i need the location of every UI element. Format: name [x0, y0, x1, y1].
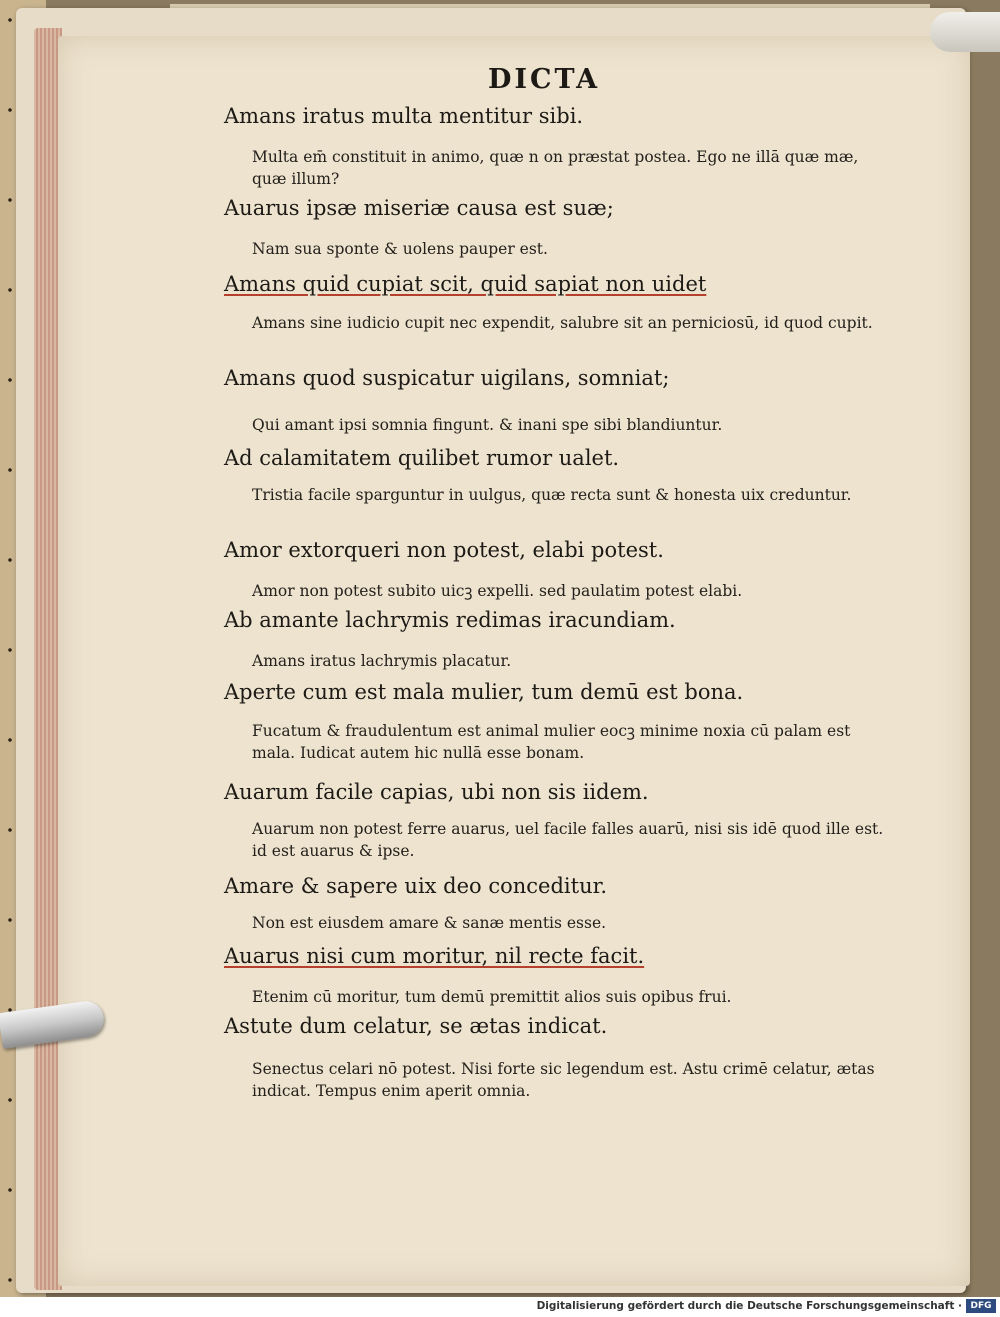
entry-body — [222, 1058, 890, 1102]
entry-body — [222, 650, 890, 672]
entry-body-text: Amans iratus lachrymis placatur. — [252, 652, 512, 670]
entry-body-text: Nam sua sponte & uolens pauper est. — [252, 240, 548, 258]
entry-title: Amans quod suspicatur uigilans, somniat; — [224, 366, 670, 390]
entry-body — [222, 912, 890, 934]
entry-title-underlined: Auarus nisi cum moritur, nil recte facit. — [224, 944, 645, 968]
entry-body-text: Etenim cū moritur, tum demū premittit alios suis opibus frui. — [252, 988, 732, 1006]
footer-banner — [0, 1297, 1000, 1317]
entry-body-text: Non est eiusdem amare & sanæ mentis esse. — [252, 914, 607, 932]
entry-title: Astute dum celatur, se ætas indicat. — [224, 1014, 608, 1038]
entry-title: Aperte cum est mala mulier, tum demū est bona. — [224, 680, 744, 704]
entry-title: Auarum facile capias, ubi non sis iidem. — [224, 780, 649, 804]
entry-body-text: Senectus celari nō potest. Nisi forte sic legendum est. Astu crimē celatur, ætas indicat. Tempus enim aperit omnia. — [252, 1060, 875, 1100]
clamp-icon — [930, 12, 1000, 52]
entry-body — [222, 720, 890, 764]
entry-body-text: Tristia facile sparguntur in uulgus, quæ recta sunt & honesta uix creduntur. — [252, 486, 852, 504]
entry-body — [222, 312, 890, 334]
entry-body-text: Fucatum & fraudulentum est animal mulier eocꝫ minime noxia cū palam est mala. Iudicat autem hic nullā esse bonam. — [252, 722, 851, 762]
entry-body — [222, 818, 890, 862]
entry-body-text: Amans sine iudicio cupit nec expendit, salubre sit an perniciosū, id quod cupit. — [252, 314, 873, 332]
entry-body — [222, 986, 890, 1008]
entry-title: Amor extorqueri non potest, elabi potest. — [224, 538, 664, 562]
entry-body — [222, 238, 890, 260]
entry-body — [222, 146, 890, 190]
entry-title-underlined: Amans quid cupiat scit, quid sapiat non uidet — [224, 272, 707, 296]
entry-title: Amare & sapere uix deo conceditur. — [224, 874, 608, 898]
page-heading: DICTA — [488, 64, 601, 95]
dfg-logo: DFG — [966, 1299, 996, 1313]
entry-title: Ad calamitatem quilibet rumor ualet. — [224, 446, 620, 470]
entry-title: Auarus ipsæ miseriæ causa est suæ; — [224, 196, 614, 220]
entry-body — [222, 484, 890, 506]
entry-body-text: Auarum non potest ferre auarus, uel facile falles auarū, nisi sis idē quod ille est. id est auarus & ipse. — [252, 820, 884, 860]
entry-title: Ab amante lachrymis redimas iracundiam. — [224, 608, 676, 632]
entry-body — [222, 414, 890, 436]
entry-title: Amans iratus multa mentitur sibi. — [224, 104, 584, 128]
entry-body-text: Multa em̄ constituit in animo, quæ n on præstat postea. Ego ne illā quæ mæ, quæ illum? — [252, 148, 859, 188]
funding-credit: Digitalisierung gefördert durch die Deutsche Forschungsgemeinschaft · — [536, 1300, 962, 1312]
entry-body-text: Qui amant ipsi somnia fingunt. & inani spe sibi blandiuntur. — [252, 416, 723, 434]
entry-body — [222, 580, 890, 602]
entry-body-text: Amor non potest subito uicꝫ expelli. sed paulatim potest elabi. — [252, 582, 743, 600]
